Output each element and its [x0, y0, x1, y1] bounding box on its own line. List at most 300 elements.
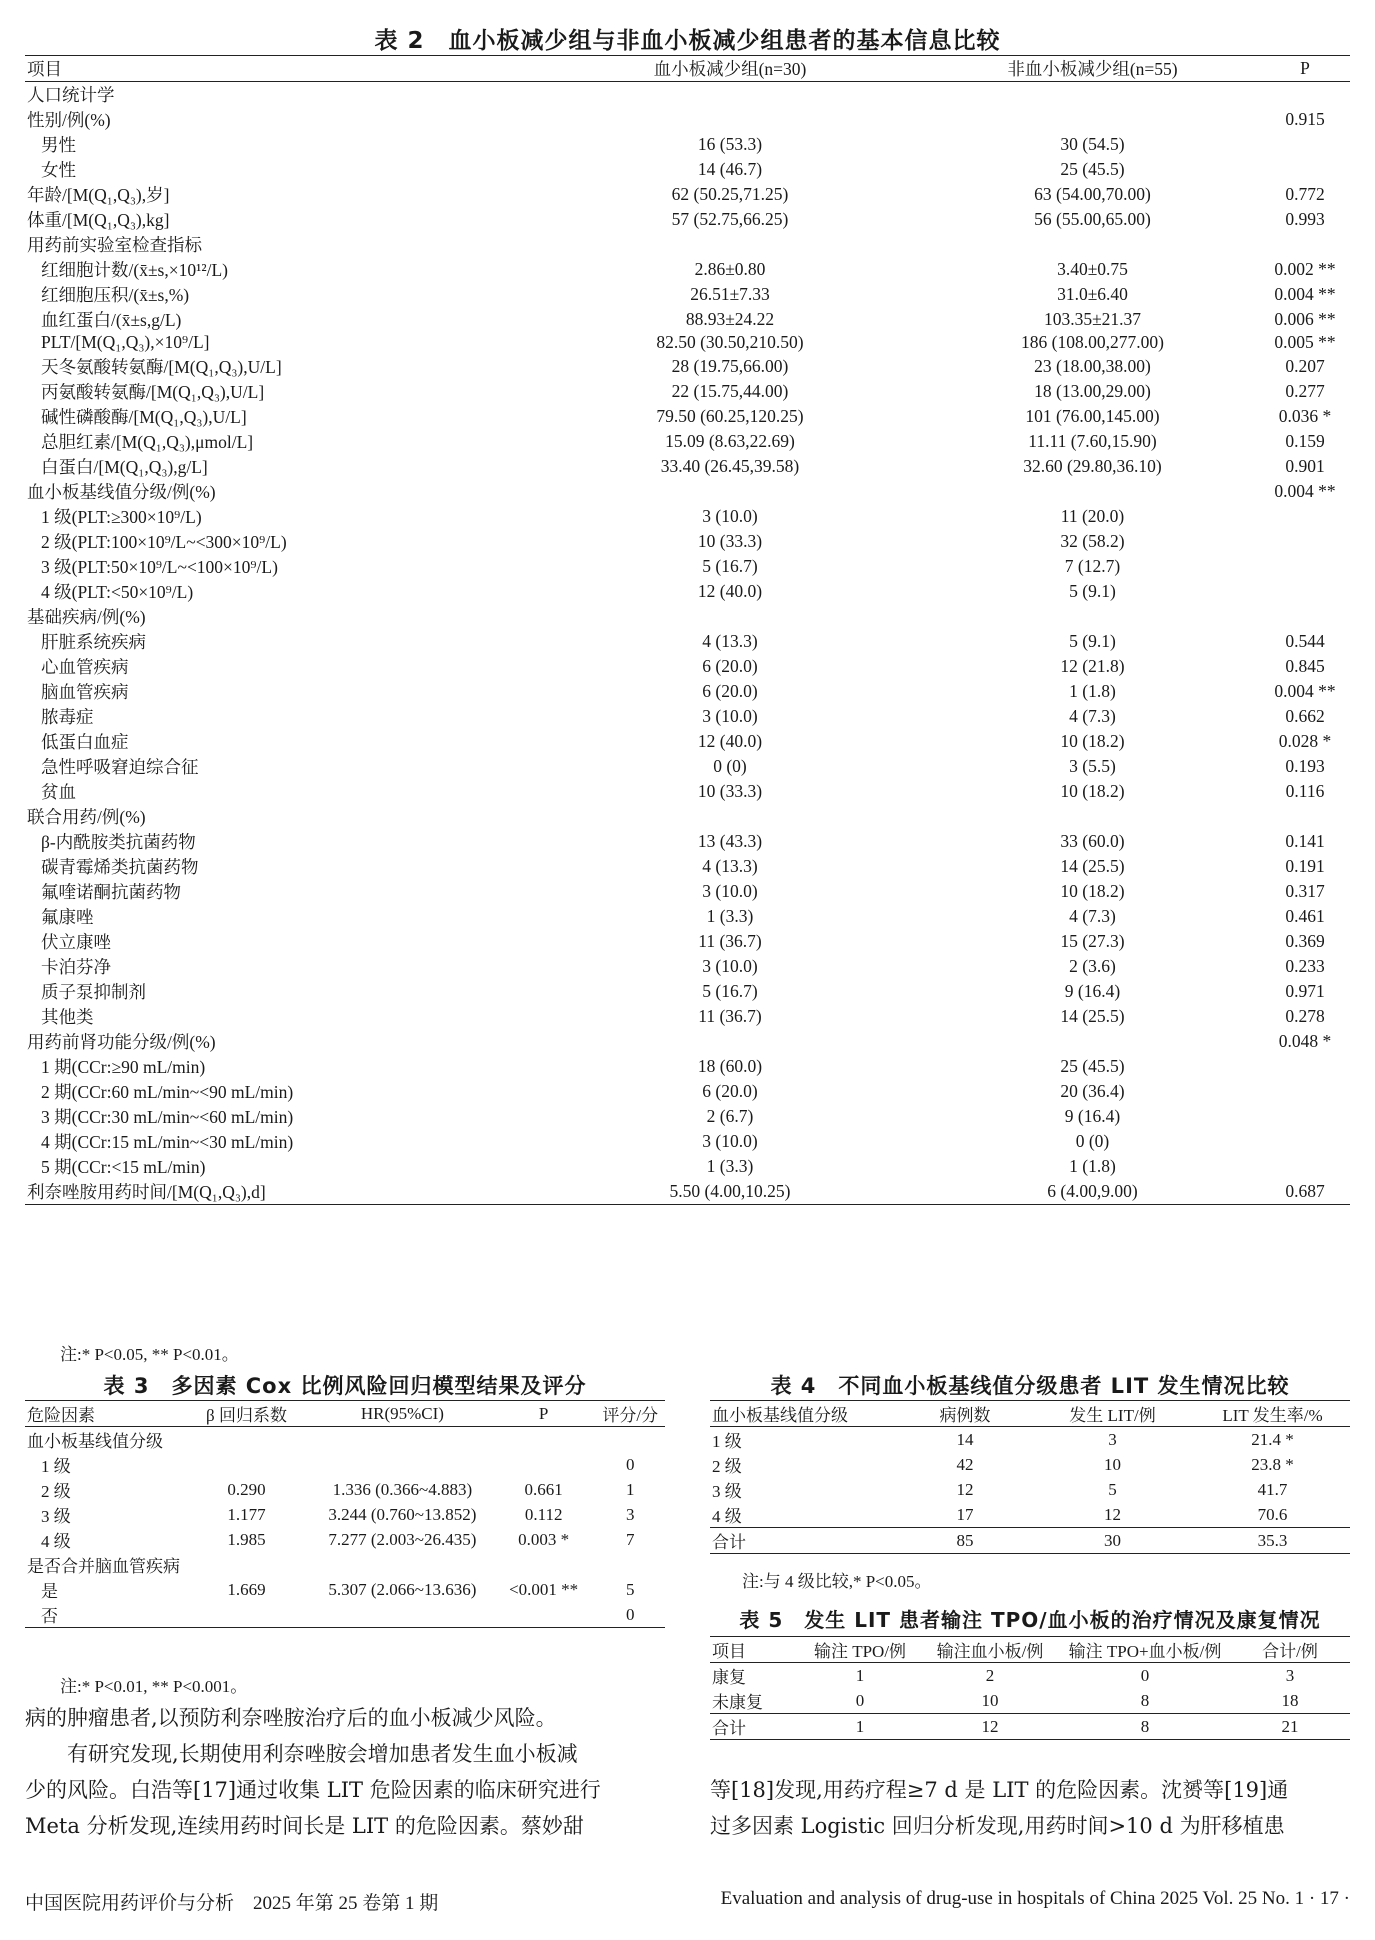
cell-value: 101 (76.00,145.00): [1025, 405, 1160, 426]
cell-value: 0: [595, 1602, 665, 1628]
cell-value: [313, 1427, 492, 1453]
cell-value: [535, 804, 925, 829]
cell-value: [595, 1427, 665, 1453]
row-label: 性别/例(%): [27, 110, 111, 130]
cell-value: 5: [625, 1579, 635, 1599]
column-header: β 回归系数: [180, 1401, 313, 1427]
table-row: [710, 1502, 1350, 1528]
row-label: PLT/[M(Q₁,Q₃),×10⁹/L]: [41, 332, 210, 353]
cell-value: 0.004 **: [1274, 680, 1336, 701]
cell-value: 6 (4.00,9.00): [925, 1179, 1260, 1205]
table-row: [25, 479, 1350, 504]
cell-value: [1260, 504, 1350, 529]
cell-value: 13 (43.3): [697, 830, 763, 851]
table-row: [25, 454, 1350, 479]
row-label: 1 级(PLT:≥300×10⁹/L): [41, 506, 202, 527]
cell-value: 0.036 *: [1278, 405, 1332, 426]
cell-value: [1260, 232, 1350, 257]
table-row: [25, 579, 1350, 604]
row-label: 未康复: [710, 1688, 800, 1714]
row-label: 白蛋白/[M(Q₁,Q₃),g/L]: [41, 456, 208, 477]
cell-value: 0.004 **: [1274, 284, 1336, 304]
table-row: [25, 107, 1350, 132]
cell-value: [595, 1552, 665, 1577]
table2-header-row: [25, 56, 1350, 82]
table-row: [25, 257, 1350, 282]
table-row: [25, 1104, 1350, 1129]
table-row: [25, 954, 1350, 979]
cell-value: 33 (60.0): [1060, 830, 1125, 851]
row-label: 2 级(PLT:100×10⁹/L~<300×10⁹/L): [41, 531, 287, 552]
table-row: [25, 1602, 665, 1628]
cell-value: 1 (3.3): [706, 905, 754, 926]
cell-value: 0.901: [1285, 455, 1325, 476]
row-label: 男性: [41, 135, 76, 155]
cell-value: 3 (10.0): [702, 705, 758, 726]
row-label: 用药前实验室检查指标: [27, 235, 202, 255]
cell-value: 5: [1108, 1479, 1117, 1499]
cell-value: 10 (33.3): [697, 530, 763, 551]
row-label: 质子泵抑制剂: [41, 981, 146, 1002]
cell-value: 31.0±6.40: [1057, 284, 1128, 304]
row-label: 1 级: [712, 1432, 742, 1451]
cell-value: 7.277 (2.003~26.435): [328, 1529, 477, 1549]
cell-value: 0.661: [524, 1479, 563, 1499]
table-row: [25, 829, 1350, 854]
table3-header-row: [25, 1401, 665, 1427]
cell-value: 42: [956, 1454, 974, 1474]
column-header: 输注 TPO/例: [800, 1637, 920, 1663]
cell-value: 10 (18.2): [1060, 780, 1125, 801]
table-row: [25, 754, 1350, 779]
cell-value: 4 (7.3): [1069, 905, 1116, 926]
table-row: [25, 404, 1350, 429]
table-row: [25, 1004, 1350, 1029]
cell-value: 12: [1030, 1502, 1195, 1528]
table-row: [25, 207, 1350, 232]
table2-note: 注:* P<0.05, ** P<0.01。: [60, 1345, 239, 1364]
table-row: [25, 307, 1350, 332]
cell-value: 0 (0): [1075, 1130, 1110, 1151]
cell-value: [1260, 804, 1350, 829]
row-label: 碱性磷酸酶/[M(Q₁,Q₃),U/L]: [41, 406, 247, 427]
cell-value: 11.11 (7.60,15.90): [1028, 430, 1157, 451]
cell-value: 18 (60.0): [697, 1055, 763, 1076]
cell-value: 5 (16.7): [702, 555, 758, 576]
cell-value: 0.662: [1285, 705, 1325, 726]
body-right-line: 等[18]发现,用药疗程≥7 d 是 LIT 的危险因素。沈赟等[19]通: [710, 1778, 1289, 1802]
table-row: [25, 1154, 1350, 1179]
body-left-line: 有研究发现,长期使用利奈唑胺会增加患者发生血小板减: [25, 1742, 578, 1766]
cell-value: [180, 1552, 313, 1577]
cell-value: 23.8 *: [1251, 1454, 1294, 1474]
cell-value: 1 (3.3): [706, 1155, 754, 1176]
cell-value: 0.461: [1285, 905, 1325, 926]
cell-value: 0.915: [1285, 109, 1325, 129]
table-row: [25, 429, 1350, 454]
cell-value: 22 (15.75,44.00): [671, 380, 789, 401]
cell-value: 12: [920, 1714, 1060, 1740]
row-label: 2 级: [712, 1457, 742, 1476]
cell-value: 2 (3.6): [1069, 955, 1116, 976]
cell-value: 1.177: [227, 1504, 266, 1524]
table-row: [710, 1688, 1350, 1714]
row-label: 红细胞压积/(x̄±s,%): [41, 285, 190, 305]
column-header: 合计/例: [1230, 1637, 1350, 1663]
cell-value: <0.001 **: [509, 1579, 579, 1599]
row-label: 年龄/[M(Q₁,Q₃),岁]: [27, 185, 170, 205]
cell-value: [925, 479, 1260, 504]
table-row: [710, 1477, 1350, 1502]
cell-value: [313, 1602, 492, 1628]
cell-value: 32 (58.2): [1060, 530, 1125, 551]
table-row: [25, 157, 1350, 182]
row-label: 4 期(CCr:15 mL/min~<30 mL/min): [41, 1131, 294, 1152]
table4: [710, 1400, 1350, 1554]
cell-value: 1 (1.8): [1069, 680, 1116, 701]
cell-value: 0.141: [1285, 830, 1325, 851]
table-row: [710, 1528, 1350, 1554]
table-row: [25, 1179, 1350, 1205]
cell-value: 9 (16.4): [1064, 980, 1121, 1001]
cell-value: [492, 1602, 596, 1628]
footer-journal-en: Evaluation and analysis of drug-use in hospitals of China 2025 Vol. 25 No. 1 · 17 ·: [720, 1888, 1350, 1909]
cell-value: 0.687: [1260, 1179, 1350, 1205]
cell-value: [925, 82, 1260, 108]
footer-journal-cn: 中国医院用药评价与分析 2025 年第 25 卷第 1 期: [25, 1893, 439, 1914]
cell-value: 20 (36.4): [1060, 1080, 1125, 1101]
cell-value: [180, 1452, 313, 1477]
cell-value: 21.4 *: [1251, 1429, 1294, 1449]
column-header: P: [1260, 56, 1350, 82]
cell-value: 3.40±0.75: [1057, 259, 1128, 279]
cell-value: 0.993: [1285, 209, 1325, 229]
cell-value: 8: [1060, 1688, 1230, 1714]
row-label: 总胆红素/[M(Q₁,Q₃),μmol/L]: [41, 431, 254, 452]
column-header: 发生 LIT/例: [1030, 1401, 1195, 1427]
table-row: [25, 1054, 1350, 1079]
table-row: [710, 1663, 1350, 1689]
cell-value: 0.233: [1285, 955, 1325, 976]
cell-value: 1.336 (0.366~4.883): [332, 1479, 473, 1499]
column-header: 项目: [25, 56, 535, 82]
column-header: 危险因素: [25, 1401, 180, 1427]
cell-value: [1260, 1079, 1350, 1104]
cell-value: 26.51±7.33: [690, 284, 770, 304]
table4-note: 注:与 4 级比较,* P<0.05。: [742, 1572, 932, 1591]
row-label: 女性: [41, 160, 76, 180]
row-label: 脑血管疾病: [41, 681, 129, 702]
column-header: 输注 TPO+血小板/例: [1060, 1637, 1230, 1663]
cell-value: 1.669: [227, 1579, 266, 1599]
cell-value: [1260, 1154, 1350, 1179]
table-row: [25, 929, 1350, 954]
table-row: [710, 1452, 1350, 1477]
cell-value: 33.40 (26.45,39.58): [660, 455, 800, 476]
row-label: 联合用药/例(%): [27, 806, 146, 827]
table-row: [25, 704, 1350, 729]
body-left-line: 少的风险。白浩等[17]通过收集 LIT 危险因素的临床研究进行: [25, 1778, 601, 1802]
row-label: 肝脏系统疾病: [41, 631, 146, 652]
row-label: 体重/[M(Q₁,Q₃),kg]: [27, 210, 170, 230]
cell-value: 7: [625, 1529, 635, 1549]
cell-value: [535, 604, 925, 629]
table-row: [25, 1502, 665, 1527]
cell-value: 4 (13.3): [702, 630, 758, 651]
cell-value: 18: [1230, 1688, 1350, 1714]
row-label: 2 期(CCr:60 mL/min~<90 mL/min): [41, 1081, 294, 1102]
table-row: [25, 82, 1350, 108]
cell-value: [492, 1427, 596, 1453]
cell-value: 9 (16.4): [1064, 1105, 1121, 1126]
cell-value: 16 (53.3): [697, 134, 763, 154]
cell-value: 0: [625, 1454, 635, 1474]
cell-value: 18 (13.00,29.00): [1034, 380, 1151, 401]
column-header: 病例数: [900, 1401, 1030, 1427]
cell-value: 6 (20.0): [702, 655, 758, 676]
table5-caption: 表 5 发生 LIT 患者输注 TPO/血小板的治疗情况及康复情况: [739, 1608, 1321, 1632]
row-label: 2 级: [41, 1482, 71, 1501]
column-header: HR(95%CI): [313, 1401, 492, 1427]
cell-value: 4 (13.3): [702, 855, 758, 876]
row-label: 血红蛋白/(x̄±s,g/L): [41, 310, 182, 330]
cell-value: 14 (25.5): [1060, 855, 1125, 876]
table-row: [25, 679, 1350, 704]
row-label: 天冬氨酸转氨酶/[M(Q₁,Q₃),U/L]: [41, 356, 282, 377]
cell-value: 5 (9.1): [1069, 580, 1116, 601]
body-left-line: Meta 分析发现,连续用药时间长是 LIT 的危险因素。蔡妙甜: [25, 1814, 584, 1838]
table5-header-row: [710, 1637, 1350, 1663]
cell-value: [535, 82, 925, 108]
table-row: [25, 1452, 665, 1477]
table-row: [25, 282, 1350, 307]
cell-value: 3: [625, 1504, 635, 1524]
row-label: 氟喹诺酮抗菌药物: [41, 881, 181, 902]
column-header: 输注血小板/例: [920, 1637, 1060, 1663]
cell-value: 3: [1108, 1429, 1117, 1449]
cell-value: 15 (27.3): [1060, 930, 1125, 951]
table-row: [25, 979, 1350, 1004]
cell-value: 0.207: [1285, 355, 1325, 376]
body-text-left: [25, 1700, 665, 1844]
table-row: [25, 1477, 665, 1502]
cell-value: 82.50 (30.50,210.50): [656, 332, 804, 353]
row-label: 合计: [710, 1714, 800, 1740]
cell-value: 25 (45.5): [1060, 1055, 1125, 1076]
row-label: 1 期(CCr:≥90 mL/min): [41, 1056, 206, 1077]
cell-value: [313, 1452, 492, 1477]
cell-value: 23 (18.00,38.00): [1034, 355, 1151, 376]
cell-value: 0.845: [1285, 655, 1325, 676]
cell-value: 3 (5.5): [1069, 755, 1116, 776]
table3: [25, 1400, 665, 1628]
cell-value: 30 (54.5): [1060, 134, 1125, 154]
cell-value: 103.35±21.37: [1043, 309, 1142, 329]
cell-value: 32.60 (29.80,36.10): [1023, 455, 1162, 476]
table-row: [25, 1427, 665, 1453]
row-label: 康复: [712, 1668, 746, 1687]
cell-value: [1260, 1129, 1350, 1154]
cell-value: [1260, 1104, 1350, 1129]
cell-value: 0.112: [524, 1504, 563, 1524]
table-row: [25, 529, 1350, 554]
cell-value: 6 (20.0): [702, 680, 758, 701]
cell-value: 0.772: [1285, 184, 1325, 204]
cell-value: 14 (25.5): [1060, 1005, 1125, 1026]
cell-value: [1260, 604, 1350, 629]
cell-value: 0.317: [1285, 880, 1325, 901]
cell-value: 5.307 (2.066~13.636): [328, 1579, 477, 1599]
cell-value: 10 (18.2): [1060, 880, 1125, 901]
cell-value: [1260, 554, 1350, 579]
table2: [25, 55, 1350, 1205]
cell-value: 1: [625, 1479, 635, 1499]
cell-value: 10 (33.3): [697, 780, 763, 801]
cell-value: 56 (55.00,65.00): [1034, 209, 1151, 229]
cell-value: 11 (20.0): [1060, 505, 1125, 526]
column-header: 血小板减少组(n=30): [535, 56, 925, 82]
row-label: 利奈唑胺用药时间/[M(Q₁,Q₃),d]: [25, 1179, 535, 1205]
row-label: 用药前肾功能分级/例(%): [27, 1031, 216, 1052]
cell-value: 4 (7.3): [1069, 705, 1116, 726]
cell-value: 0.277: [1285, 380, 1325, 401]
cell-value: [535, 1029, 925, 1054]
table-row: [25, 1129, 1350, 1154]
row-label: 基础疾病/例(%): [27, 606, 146, 627]
cell-value: 35.3: [1195, 1528, 1350, 1554]
table4-caption: 表 4 不同血小板基线值分级患者 LIT 发生情况比较: [770, 1374, 1290, 1398]
cell-value: 70.6: [1195, 1502, 1350, 1528]
cell-value: [925, 604, 1260, 629]
table-row: [25, 132, 1350, 157]
cell-value: 0.004 **: [1274, 480, 1336, 501]
table5: [710, 1636, 1350, 1740]
cell-value: 57 (52.75,66.25): [671, 209, 789, 229]
row-label: 3 级: [712, 1482, 742, 1501]
row-label: 脓毒症: [41, 706, 94, 727]
cell-value: 21: [1230, 1714, 1350, 1740]
cell-value: 3.244 (0.760~13.852): [328, 1504, 477, 1524]
cell-value: 0.544: [1285, 630, 1325, 651]
cell-value: 3 (10.0): [702, 1130, 758, 1151]
row-label: 人口统计学: [27, 85, 115, 105]
row-label: 氟康唑: [41, 906, 94, 927]
table-row: [25, 379, 1350, 404]
cell-value: [535, 479, 925, 504]
row-label: β-内酰胺类抗菌药物: [41, 831, 196, 852]
cell-value: 14 (46.7): [697, 159, 763, 179]
cell-value: [180, 1427, 313, 1453]
table-row: [25, 332, 1350, 354]
row-label: 红细胞计数/(x̄±s,×10¹²/L): [41, 260, 228, 280]
table4-header-row: [710, 1401, 1350, 1427]
table-row: [25, 879, 1350, 904]
table-row: [710, 1714, 1350, 1740]
cell-value: 14: [956, 1429, 974, 1449]
body-left-line: 病的肿瘤患者,以预防利奈唑胺治疗后的血小板减少风险。: [25, 1706, 557, 1730]
table-row: [25, 729, 1350, 754]
cell-value: 0.193: [1285, 755, 1325, 776]
table2-caption: 表 2 血小板减少组与非血小板减少组患者的基本信息比较: [374, 28, 1001, 54]
cell-value: [492, 1452, 596, 1477]
cell-value: [925, 107, 1260, 132]
cell-value: 1 (1.8): [1069, 1155, 1116, 1176]
cell-value: 6 (20.0): [702, 1080, 758, 1101]
cell-value: 0.278: [1285, 1005, 1325, 1026]
cell-value: 0.048 *: [1278, 1030, 1332, 1051]
cell-value: 2 (6.7): [706, 1105, 754, 1126]
cell-value: 85: [900, 1528, 1030, 1554]
cell-value: 1: [800, 1714, 920, 1740]
cell-value: [180, 1602, 313, 1628]
cell-value: 186 (108.00,277.00): [1021, 332, 1164, 353]
cell-value: 0.369: [1285, 930, 1325, 951]
cell-value: 0.159: [1285, 430, 1325, 451]
cell-value: [925, 804, 1260, 829]
cell-value: [535, 232, 925, 257]
cell-value: 3: [1285, 1665, 1295, 1685]
table3-note: 注:* P<0.01, ** P<0.001。: [60, 1677, 248, 1696]
cell-value: 0.971: [1285, 980, 1325, 1001]
cell-value: [1260, 579, 1350, 604]
cell-value: 12 (40.0): [697, 580, 763, 601]
row-label: 急性呼吸窘迫综合征: [41, 756, 199, 777]
cell-value: 12 (21.8): [1060, 655, 1125, 676]
row-label: 1 级: [41, 1457, 71, 1476]
cell-value: 10 (18.2): [1060, 730, 1125, 751]
cell-value: 88.93±24.22: [685, 309, 775, 329]
body-text-right: [710, 1772, 1350, 1844]
cell-value: 3 (10.0): [702, 955, 758, 976]
cell-value: 7 (12.7): [1064, 555, 1121, 576]
row-label: 卡泊芬净: [41, 956, 111, 977]
cell-value: 30: [1030, 1528, 1195, 1554]
cell-value: 63 (54.00,70.00): [1034, 184, 1151, 204]
body-right-line: 过多因素 Logistic 回归分析发现,用药时间>10 d 为肝移植患: [710, 1814, 1285, 1838]
cell-value: 0: [800, 1688, 920, 1714]
row-label: 丙氨酸转氨酶/[M(Q₁,Q₃),U/L]: [41, 381, 265, 402]
table-row: [25, 654, 1350, 679]
cell-value: [1260, 529, 1350, 554]
row-label: 4 级(PLT:<50×10⁹/L): [41, 581, 194, 602]
cell-value: 0: [1140, 1665, 1150, 1685]
cell-value: 79.50 (60.25,120.25): [656, 405, 804, 426]
cell-value: 2: [985, 1665, 995, 1685]
cell-value: 15.09 (8.63,22.69): [665, 430, 795, 451]
column-header: LIT 发生率/%: [1195, 1401, 1350, 1427]
cell-value: 5 (9.1): [1069, 630, 1116, 651]
cell-value: 0 (0): [713, 755, 747, 776]
cell-value: 10: [1104, 1454, 1121, 1474]
table-row: [25, 854, 1350, 879]
cell-value: [1260, 132, 1350, 157]
table-row: [25, 604, 1350, 629]
column-header: 非血小板减少组(n=55): [925, 56, 1260, 82]
table3-caption: 表 3 多因素 Cox 比例风险回归模型结果及评分: [103, 1374, 587, 1398]
table-row: [25, 629, 1350, 654]
cell-value: [1260, 1054, 1350, 1079]
row-label: 贫血: [41, 781, 76, 802]
row-label: 碳青霉烯类抗菌药物: [41, 856, 199, 877]
column-header: 项目: [710, 1637, 800, 1663]
row-label: 血小板基线值分级/例(%): [27, 481, 216, 502]
row-label: 3 期(CCr:30 mL/min~<60 mL/min): [41, 1106, 294, 1127]
table-row: [25, 354, 1350, 379]
table-row: [710, 1427, 1350, 1453]
table-row: [25, 504, 1350, 529]
cell-value: 8: [1060, 1714, 1230, 1740]
cell-value: 0.116: [1285, 780, 1325, 801]
